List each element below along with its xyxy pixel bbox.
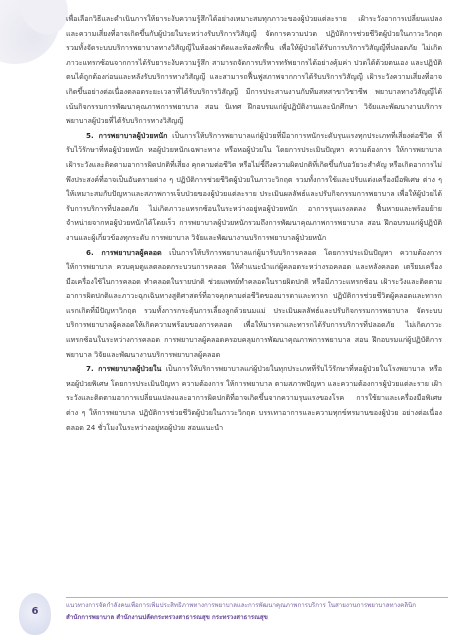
paragraph-icu-nursing [66, 129, 442, 246]
paragraph-body: เป็นการให้บริการพยาบาลแก่ผู้มารับบริการคลอด โดยการประเมินปัญหา ความต้องการ ให้การพยาบาล ควบคุมดูแลตลอดกระบวนการคลอด ให้คำแนะนำแก่ผู้คลอดระหว่างรอคลอด และหลังคลอด เตรียมเครื่องมือเครื่องใช้ในการคลอด ทำคลอดในรายปกติ ช่วยแพทย์ทำคลอดในรายผิดปกติ หรือมีภาวะแทรกซ้อน เฝ้าระวังและติดตามอาการผิดปกติและภาวะฉุกเฉินทางสูติศาสตร์ที่อาจคุกคามต่อชีวิตของมารดาและทารก ปฏิบัติการช่วยชีวิตผู้คลอดและทารกแรกเกิดที่มีปัญหาวิกฤต รวมทั้งการกระตุ้นการเลี้ยงลูกด้วยนมแม่ ประเมินผลลัพธ์และปรับกิจกรรมการพยาบาล จัดระบบบริการพยาบาลผู้คลอดให้เกิดความพร้อมของการคลอด เพื่อให้มารดาและทารกได้รับการบริการที่ปลอดภัย ไม่เกิดภาวะแทรกซ้อนในระหว่างการคลอด การพยาบาลผู้คลอดครอบคลุมการพัฒนาคุณภาพการพยาบาล สอน ฝึกอบรมแก่ผู้ปฏิบัติการพยาบาล วิจัยและพัฒนางานบริการพยาบาลผู้คลอด [66, 247, 442, 359]
paragraph-labor-nursing [66, 246, 442, 363]
footer-document-title: แนวทางการจัดกำลังคนเพื่อการเพิ่มประสิทธิภาพทางการพยาบาลและการพัฒนาคุณภาพการบริการ ในสายงานการพยาบาลทางคลินิก [66, 602, 416, 609]
paragraph-intro [66, 12, 442, 129]
footer-divider [66, 597, 448, 598]
paragraph-heading: 7. การพยาบาลผู้ป่วยใน [86, 364, 162, 374]
paragraph-heading: 5. การพยาบาลผู้ป่วยหนัก [86, 130, 168, 140]
page-number: 6 [31, 606, 39, 617]
paragraph-body: เป็นการให้บริการพยาบาลแก่ผู้ป่วยที่มีอาการหนักระดับรุนแรงทุกประเภทที่เสี่ยงต่อชีวิต ที่รับไว้รักษาที่หอผู้ป่วยหนัก หอผู้ป่วยหนักเฉพาะทาง หรือหอผู้ป่วยใน โดยการประเมินปัญหา ความต้องการ ให้การพยาบาล เฝ้าระวังและติดตามอาการผิดปกติที่เสี่ยง คุกคามต่อชีวิต หรือไม่ชี้ถึงความผิดปกติที่เกิดขึ้นกับอวัยวะสำคัญ หรือเกิดอาการไม่พึงประสงค์ที่อาจเป็นอันตรายต่าง ๆ ปฏิบัติการช่วยชีวิตผู้ป่วยในภาวะวิกฤต รวมทั้งการใช้และปรับแต่งเครื่องมือพิเศษ ต่าง ๆ ให้เหมาะสมกับปัญหาและสภาพการเจ็บป่วยของผู้ป่วยแต่ละราย ประเมินผลลัพธ์และปรับกิจกรรมการพยาบาล เพื่อให้ผู้ป่วยได้รับการบริการที่ปลอดภัย ไม่เกิดภาวะแทรกซ้อนในระหว่างอยู่หอผู้ป่วยหนัก อาการรุนแรงลดลง ฟื้นหายและพร้อมย้ายจำหน่ายจากหอผู้ป่วยหนักได้โดยเร็ว การพยาบาลผู้ป่วยหนักรวมถึงการพัฒนาคุณภาพการพยาบาล สอน ฝึกอบรมแก่ผู้ปฏิบัติงานและผู้เกี่ยวข้องทุกระดับ การพยาบาล วิจัยและพัฒนางานบริการพยาบาลผู้ป่วยหนัก [66, 130, 442, 242]
paragraph-inpatient-nursing [66, 362, 442, 435]
footer-organization: สำนักการพยาบาล สำนักงานปลัดกระทรวงสาธารณสุข กระทรวงสาธารณสุข [66, 614, 268, 621]
body-text [66, 12, 442, 435]
paragraph-body: เพื่อเลือกวิธีและดำเนินการให้ยาระงับความรู้สึกได้อย่างเหมาะสมทุกภาวะของผู้ป่วยแต่ละราย เฝ้าระวังอาการเปลี่ยนแปลงและความเสี่ยงที่อาจเกิดขึ้นกับผู้ป่วยในระหว่างรับบริการวิสัญญี จัดการความปวด ปฏิบัติการช่วยชีวิตผู้ป่วยในภาวะวิกฤต รวมทั้งจัดระบบบริการพยาบาลทางวิสัญญีในห้องผ่าตัดและห้องพักฟื้น เพื่อให้ผู้ป่วยได้รับการบริการวิสัญญีที่ปลอดภัย ไม่เกิดภาวะแทรกซ้อนจากการได้รับยาระงับความรู้สึก สามารถจัดการบริหารทรัพยากรได้อย่างคุ้มค่า ปวดได้ด้วยตนเอง และปฏิบัติตนได้ถูกต้องก่อนและหลังรับบริการทางวิสัญญี และสามารถฟื้นฟูสภาพจากการได้รับบริการวิสัญญี เฝ้าระวังความเสี่ยงที่อาจเกิดขึ้นอย่างต่อเนื่องตลอดระยะเวลาที่ได้รับบริการวิสัญญี มีการประสานงานกับทีมสหสาขาวิชาชีพ พยาบาลทางวิสัญญีได้เน้นกิจกรรมการพัฒนาคุณภาพการพยาบาล สอน นิเทศ ฝึกอบรมแก่ผู้ปฏิบัติงานและนักศึกษา วิจัยและพัฒนางานบริการพยาบาลผู้ป่วยที่ได้รับบริการทางวิสัญญี [66, 14, 442, 126]
paragraph-body: เป็นการให้บริการพยาบาลแก่ผู้ป่วยในทุกประเภทที่รับไว้รักษาที่หอผู้ป่วยในโรงพยาบาล หรือหอผู้ป่วยพิเศษ โดยการประเมินปัญหา ความต้องการ ให้การพยาบาล ตามสภาพปัญหา และความต้องการผู้ป่วยแต่ละราย เฝ้าระวังและติดตามอาการเปลี่ยนแปลงและอาการผิดปกติที่อาจเกิดขึ้นจากความรุนแรงของโรค การใช้ยาและเครื่องมือพิเศษต่าง ๆ ให้การพยาบาล ปฏิบัติการช่วยชีวิตผู้ป่วยในภาวะวิกฤต บรรเทาอาการและความทุกข์ทรมานของผู้ป่วย อย่างต่อเนื่องตลอด 24 ชั่วโมงในระหว่างอยู่หอผู้ป่วย สอนแนะนำ [66, 364, 442, 432]
paragraph-heading: 6. การพยาบาลผู้คลอด [86, 247, 162, 257]
